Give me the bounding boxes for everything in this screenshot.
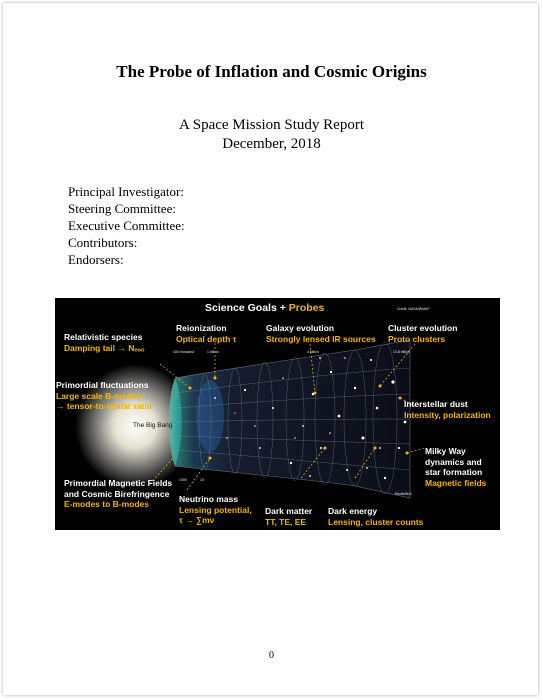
label-reionization: Reionization Optical depth τ: [176, 323, 237, 344]
heading-yellow: Probes: [288, 302, 325, 314]
role-executive-committee: Executive Committee:: [68, 218, 185, 233]
heading-white: Science Goals +: [205, 302, 286, 314]
tick-13-8-billion: 13.8 billion: [393, 350, 410, 354]
role-contributors: Contributors:: [68, 235, 138, 250]
report-title: The Probe of Inflation and Cosmic Origins: [116, 62, 427, 81]
tick-redshift-1: Redshift=1: [395, 492, 412, 496]
label-interstellar-dust: Interstellar dust Intensity, polarization: [404, 399, 491, 420]
tick-4-billion: 4 billion: [307, 350, 319, 354]
role-steering-committee: Steering Committee:: [68, 201, 176, 216]
label-cluster-evolution: Cluster evolution Proto clusters: [388, 323, 458, 344]
label-milky-way: Milky Way dynamics and star formation Magnetic fields: [425, 446, 487, 488]
role-list: [68, 183, 185, 268]
label-primordial-fluctuations: Primordial fluctuations Large scale B-modes → tensor-to-scalar ratio: [56, 380, 152, 411]
label-dark-matter: Dark matter TT, TE, EE: [265, 506, 313, 527]
label-primordial-magnetic-fields: Primordial Magnetic Fields and Cosmic Birefringence E-modes to B-modes: [64, 478, 173, 509]
tick-redshift-1000: 1000: [179, 478, 187, 482]
role-principal-investigator: Principal Investigator:: [68, 184, 184, 199]
tick-1-billion: 1 billion: [207, 350, 219, 354]
figure-credit: Credit: NASA/WMAP: [397, 307, 430, 311]
label-neutrino-mass: Neutrino mass Lensing potential, τ → ∑mν: [179, 494, 252, 525]
page-number: 0: [269, 650, 274, 661]
label-relativistic-species: Relativistic species Damping tail → Nₑₒₒ: [64, 332, 145, 353]
label-galaxy-evolution: Galaxy evolution Strongly lensed IR sources: [266, 323, 376, 344]
figure-heading: [205, 303, 324, 314]
label-dark-energy: Dark energy Lensing, cluster counts: [328, 506, 424, 527]
tick-redshift-10: 10: [200, 478, 204, 482]
science-goals-figure: [55, 298, 500, 530]
report-subtitle: A Space Mission Study Report: [178, 117, 364, 133]
report-date: December, 2018: [222, 136, 321, 152]
tick-400-thousand: 400 thousand: [173, 350, 195, 354]
big-bang-label: The Big Bang: [133, 422, 173, 429]
role-endorsers: Endorsers:: [68, 252, 124, 267]
